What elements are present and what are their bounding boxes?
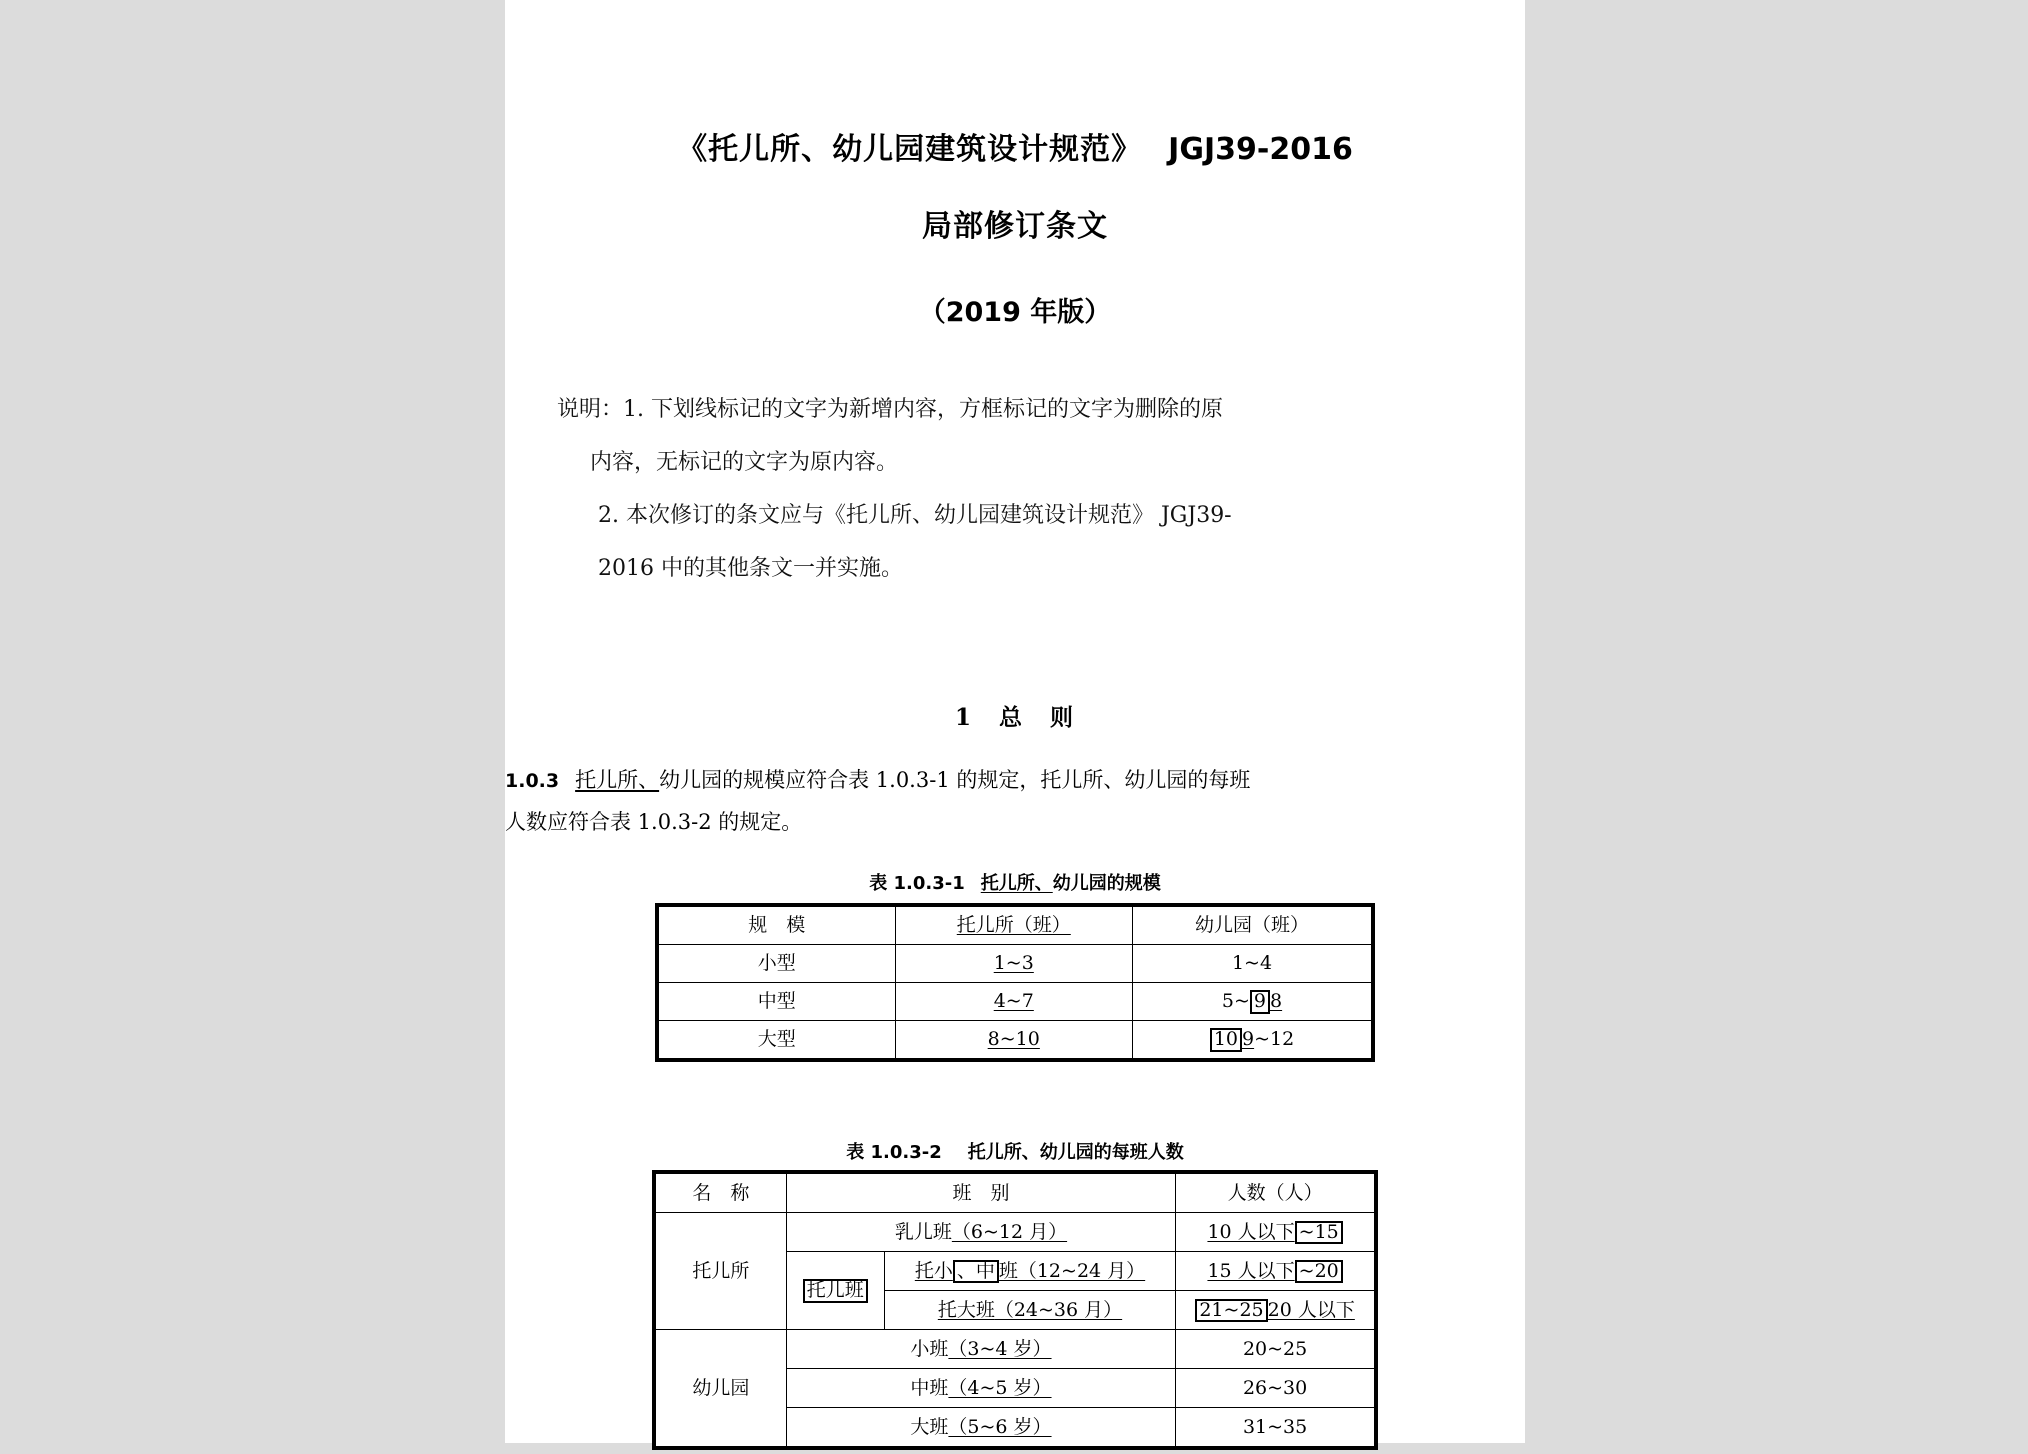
table2-r6-class: 大班（5~6 岁）	[786, 1408, 1175, 1447]
table-row	[656, 1330, 1375, 1369]
table2-frame	[652, 1170, 1378, 1450]
deleted-value: ~20	[1295, 1260, 1343, 1284]
document-title-line1	[505, 132, 1525, 168]
table1-caption	[505, 869, 1525, 895]
table2-r3-class: 托大班（24~36 月）	[884, 1291, 1175, 1330]
document-page	[505, 0, 1525, 1443]
added-value: 10 人以下	[1207, 1220, 1295, 1243]
table1-caption-label: 表 1.0.3-1	[869, 873, 965, 894]
standard-code: JGJ39-2016	[1168, 132, 1353, 167]
table-row	[659, 945, 1372, 983]
added-value: 9	[1242, 1028, 1255, 1051]
deleted-value: 9	[1250, 990, 1270, 1014]
notes-block	[505, 383, 1525, 595]
deleted-value: 、中	[953, 1260, 999, 1284]
table2-r4-class: 小班（3~4 岁）	[786, 1330, 1175, 1369]
table2-r5-count: 26~30	[1176, 1369, 1375, 1408]
table1-caption-added: 托儿所、	[980, 873, 1053, 894]
table-row	[656, 1213, 1375, 1252]
clause-added-text: 托儿所、	[575, 768, 660, 792]
note-1-text-line-2: 内容，无标记的文字为原内容。	[590, 450, 899, 475]
table1-r1-kindergarten: 1~4	[1133, 945, 1372, 983]
table2-r6-count: 31~35	[1176, 1408, 1375, 1447]
table-1-0-3-1	[658, 906, 1372, 1059]
deleted-value: 10	[1210, 1028, 1242, 1052]
section-heading	[505, 699, 1525, 732]
added-value: 8	[1270, 990, 1283, 1013]
table1-r1-scale: 小型	[659, 945, 896, 983]
title-block	[505, 0, 1525, 329]
table1-r3-kindergarten: 10 9~12	[1133, 1021, 1372, 1059]
table-1-0-3-2	[655, 1173, 1375, 1447]
table2-header-class: 班 别	[786, 1174, 1175, 1213]
table1-header-kindergarten: 幼儿园（班）	[1133, 907, 1372, 945]
table1-r2-kindergarten: 5~ 9 8	[1133, 983, 1372, 1021]
note-1-text-line-1: 1. 下划线标记的文字为新增内容，方框标记的文字为删除的原	[623, 397, 1224, 422]
table-row	[659, 1021, 1372, 1059]
table1-header-nursery: 托儿所（班）	[895, 907, 1133, 945]
clause-number: 1.0.3	[505, 770, 560, 792]
table1-container	[505, 901, 1525, 1066]
table2-group-kindergarten: 幼儿园	[656, 1330, 787, 1447]
added-value: 15 人以下	[1207, 1259, 1295, 1282]
table1-frame	[655, 903, 1375, 1062]
table2-group-nursery: 托儿所	[656, 1213, 787, 1330]
document-subtitle: 局部修订条文	[922, 209, 1108, 244]
deleted-value: 21~25	[1195, 1299, 1267, 1323]
table2-header-count: 人数（人）	[1176, 1174, 1375, 1213]
section-number: 1	[954, 704, 973, 731]
table1-r2-scale: 中型	[659, 983, 896, 1021]
table1-header-scale: 规 模	[659, 907, 896, 945]
table1-r3-scale: 大型	[659, 1021, 896, 1059]
page-content	[505, 0, 1525, 1443]
table-row-header	[656, 1174, 1375, 1213]
table-row-header	[659, 907, 1372, 945]
table2-r1-count	[1176, 1213, 1375, 1252]
clause-text-line-1: 幼儿园的规模应符合表 1.0.3-1 的规定，托儿所、幼儿园的每班	[659, 768, 1251, 792]
table2-caption	[505, 1138, 1525, 1164]
note-2-text-line-1: 2. 本次修订的条文应与《托儿所、幼儿园建筑设计规范》 JGJ39-	[598, 503, 1232, 528]
table2-caption-text: 托儿所、幼儿园的每班人数	[967, 1142, 1184, 1163]
table1-r2-nursery: 4~7	[895, 983, 1133, 1021]
note-1-line-2	[590, 436, 1440, 489]
note-1-line-1	[505, 383, 1440, 436]
table2-r2-class: 托小 、中 班（12~24 月）	[884, 1252, 1175, 1291]
clause-1-0-3	[505, 760, 1525, 843]
table1-r1-nursery: 1~3	[895, 945, 1133, 983]
deleted-value: 托儿班	[803, 1279, 868, 1303]
document-edition: （2019 年版）	[918, 297, 1112, 328]
table2-r5-class: 中班（4~5 岁）	[786, 1369, 1175, 1408]
note-2-line-2	[553, 542, 1440, 595]
table2-header-name: 名 称	[656, 1174, 787, 1213]
clause-text-line-2: 人数应符合表 1.0.3-2 的规定。	[505, 810, 803, 834]
table2-r1-class: 乳儿班（6~12 月）	[786, 1213, 1175, 1252]
table-row	[659, 983, 1372, 1021]
table1-caption-text: 幼儿园的规模	[1052, 873, 1161, 894]
table2-container	[505, 1170, 1525, 1454]
table2-r2-count	[1176, 1252, 1375, 1291]
table-gap	[505, 1066, 1525, 1112]
table1-r3-nursery: 8~10	[895, 1021, 1133, 1059]
table2-caption-label: 表 1.0.3-2	[846, 1142, 942, 1163]
table2-r3-count	[1176, 1291, 1375, 1330]
notes-label: 说明：	[557, 397, 624, 422]
table2-deleted-subgroup	[786, 1252, 884, 1330]
document-title-chinese: 《托儿所、幼儿园建筑设计规范》	[677, 132, 1143, 167]
note-2-text-line-2: 2016 中的其他条文一并实施。	[598, 556, 903, 581]
note-2-line-1	[553, 489, 1440, 542]
table2-r4-count: 20~25	[1176, 1330, 1375, 1369]
added-value: 20 人以下	[1267, 1298, 1355, 1321]
section-title-char-2: 则	[1050, 704, 1075, 731]
section-title-char-1: 总	[999, 704, 1024, 731]
deleted-value: ~15	[1295, 1221, 1343, 1245]
